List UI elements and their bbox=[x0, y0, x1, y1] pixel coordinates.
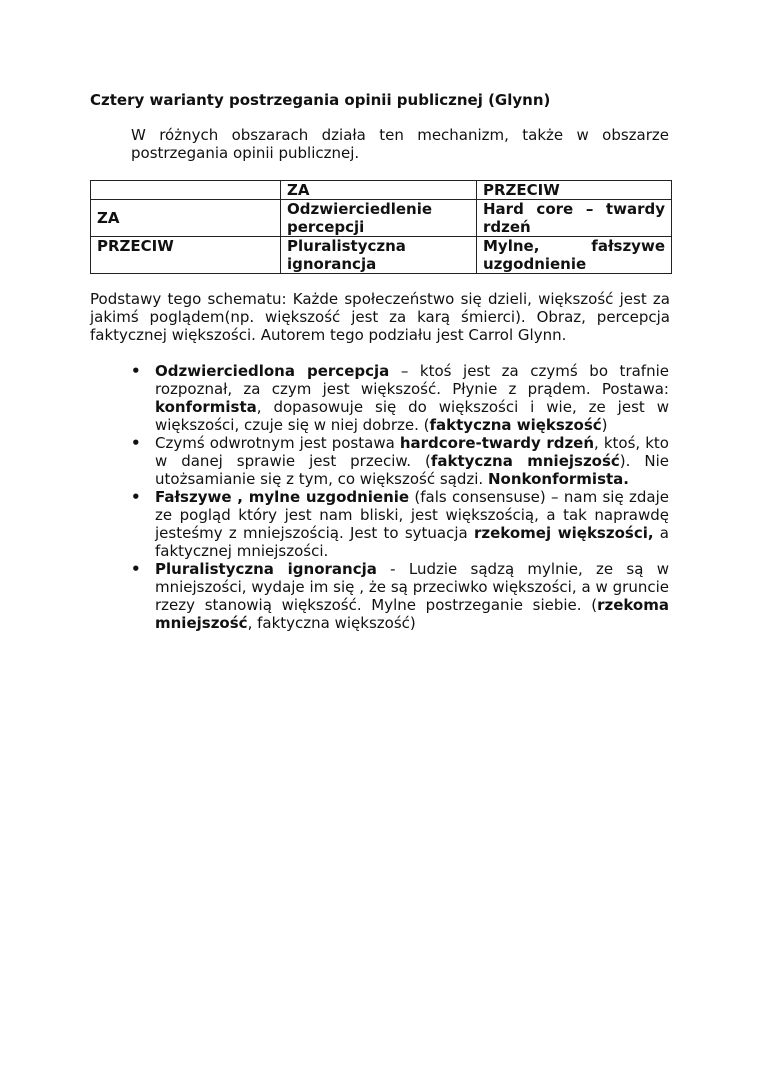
term-bold: hardcore-twardy rdzeń bbox=[399, 434, 595, 452]
bullet-glyph: • bbox=[131, 560, 141, 578]
bullet-glyph: • bbox=[131, 362, 141, 380]
table-row bbox=[91, 237, 672, 274]
text-run: , ktoś, kto w danej sprawie jest przeciw. ( bbox=[155, 434, 669, 470]
text-run: ). Nie utożsamianie się z tym, co większość sądzi. bbox=[155, 452, 669, 488]
term-bold: rzekoma mniejszość bbox=[155, 596, 669, 632]
table-cell: Hard core – twardy rdzeń bbox=[477, 200, 672, 237]
term-bold: faktyczna większość bbox=[429, 416, 602, 434]
basis-paragraph: Podstawy tego schematu: Każde społeczeństwo się dzieli, większość jest za jakimś poglądem(np. większość jest za karą śmierci). Obraz, percepcja faktycznej większości. Autorem tego podziału jest Carrol Glynn. bbox=[90, 290, 670, 344]
table-cell: Odzwierciedlenie percepcji bbox=[281, 200, 477, 237]
term-bold: faktyczna mniejszość bbox=[430, 452, 620, 470]
bullet-glyph: • bbox=[131, 434, 141, 452]
term-bold: rzekomej większości, bbox=[473, 524, 654, 542]
text-run: (fals consensuse) – nam się zdaje ze pogląd który jest nam bliski, jest większością, a tak naprawdę jesteśmy z mniejszością. Jest to sytuacja bbox=[155, 488, 669, 542]
table-row bbox=[91, 200, 672, 237]
table-header-row bbox=[91, 181, 672, 200]
list-item bbox=[131, 560, 669, 632]
list-item bbox=[131, 488, 669, 560]
term-bold: Odzwierciedlona percepcja bbox=[155, 362, 390, 380]
table-row-label: PRZECIW bbox=[91, 237, 281, 274]
table-cell: Mylne, fałszywe uzgodnienie bbox=[477, 237, 672, 274]
text-run: , dopasowuje się do większości i wie, ze jest w większości, czuje się w niej dobrze. ( bbox=[155, 398, 669, 434]
glynn-matrix-table bbox=[90, 180, 672, 274]
text-run: , faktyczna większość) bbox=[247, 614, 416, 632]
intro-paragraph: W różnych obszarach działa ten mechanizm, także w obszarze postrzegania opinii publicznej. bbox=[131, 126, 669, 162]
table-corner-cell bbox=[91, 181, 281, 200]
term-bold: Fałszywe , mylne uzgodnienie bbox=[155, 488, 410, 506]
table-header-za: ZA bbox=[281, 181, 477, 200]
text-run: ) bbox=[601, 416, 608, 434]
list-item bbox=[131, 434, 669, 488]
text-run: – ktoś jest za czymś bo trafnie rozpoznał, za czym jest większość. Płynie z prądem. Postawa: bbox=[155, 362, 669, 398]
term-bold: Nonkonformista. bbox=[487, 470, 629, 488]
text-run: Czymś odwrotnym jest postawa bbox=[155, 434, 400, 452]
table-cell: Pluralistyczna ignorancja bbox=[281, 237, 477, 274]
document-title: Cztery warianty postrzegania opinii publicznej (Glynn) bbox=[90, 91, 551, 109]
table-header-przeciw: PRZECIW bbox=[477, 181, 672, 200]
text-run: a faktycznej mniejszości. bbox=[155, 524, 669, 560]
bullet-glyph: • bbox=[131, 488, 141, 506]
bullet-list bbox=[131, 362, 669, 632]
list-item bbox=[131, 362, 669, 434]
term-bold: konformista bbox=[155, 398, 257, 416]
table-row-label: ZA bbox=[91, 200, 281, 237]
text-run: - Ludzie sądzą mylnie, ze są w mniejszości, wydaje im się , że są przeciwko większości, a w gruncie rzezy stanowią większość. Mylne postrzeganie siebie. ( bbox=[155, 560, 669, 614]
term-bold: Pluralistyczna ignorancja bbox=[155, 560, 377, 578]
